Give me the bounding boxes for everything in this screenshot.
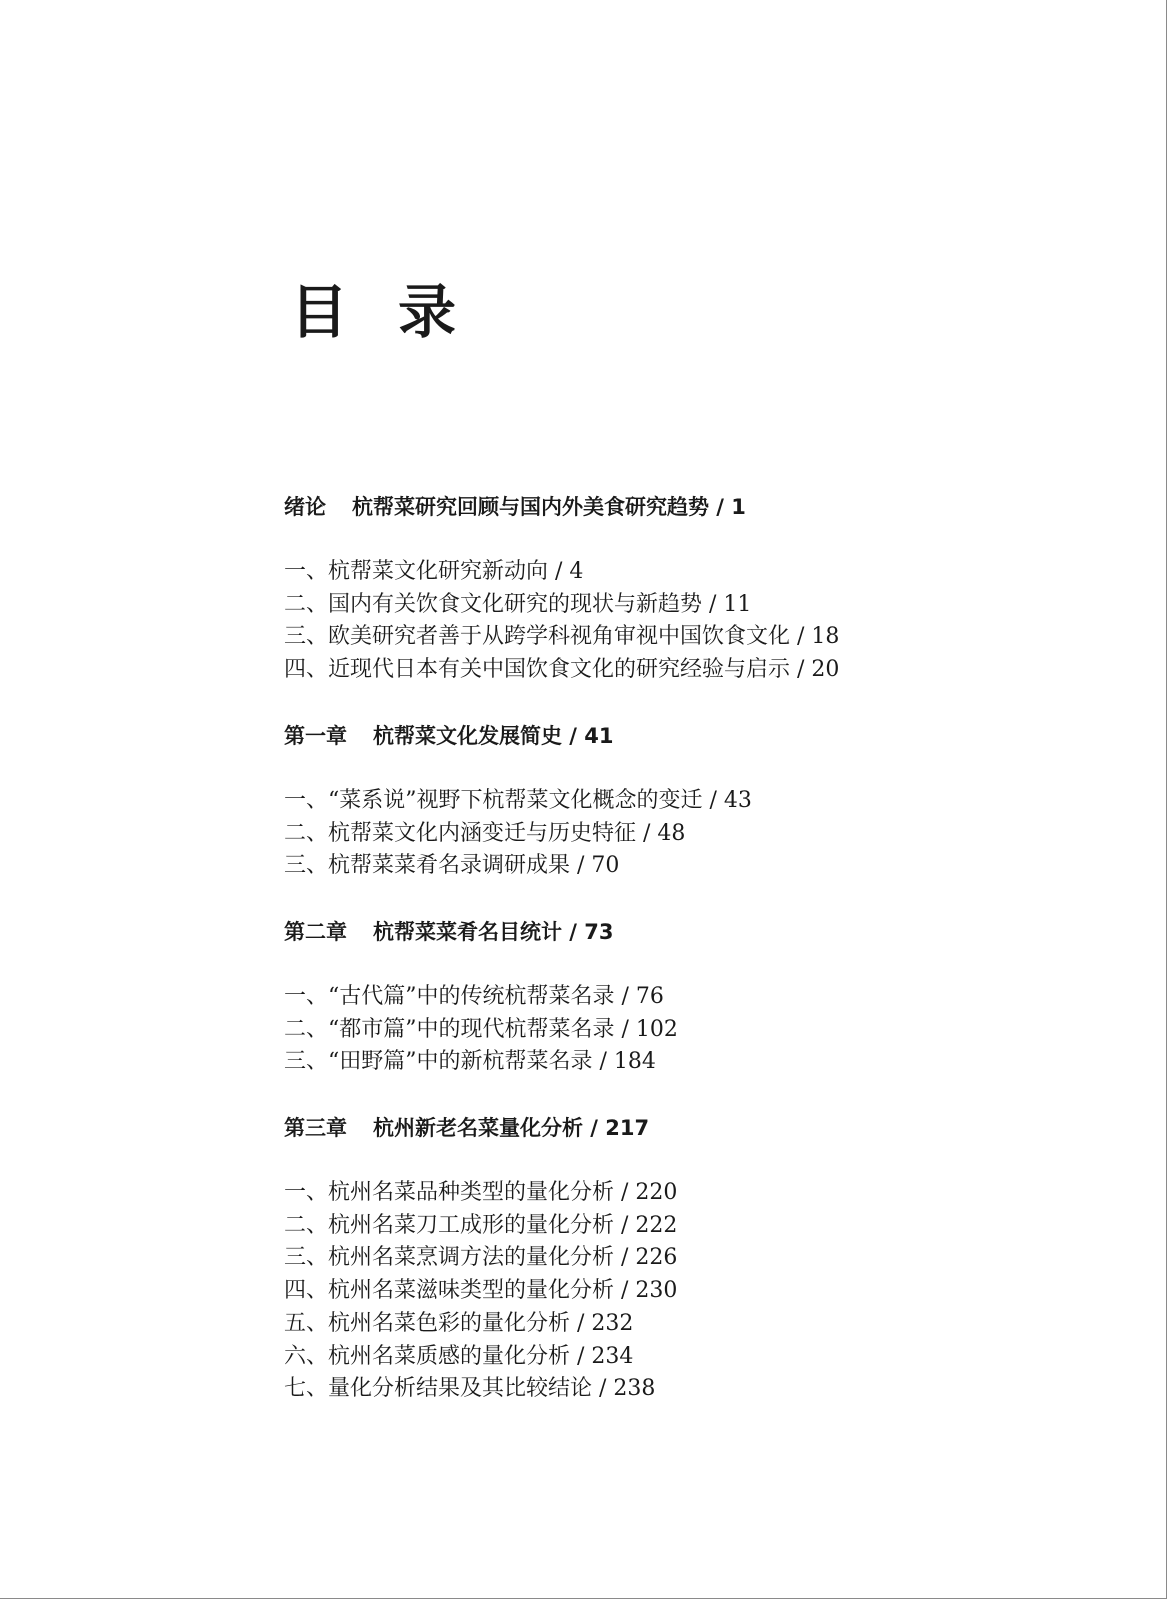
chapter-title: 杭帮菜研究回顾与国内外美食研究趋势 / 1 xyxy=(352,495,746,519)
section-list-1 xyxy=(284,785,1004,883)
chapter-heading-3 xyxy=(284,1111,1004,1145)
chapter-heading-intro xyxy=(284,490,1004,524)
toc-entry: 一、杭帮菜文化研究新动向 / 4 xyxy=(284,559,584,584)
table-of-contents xyxy=(284,490,1004,1438)
chapter-label: 绪论 xyxy=(284,495,326,519)
toc-entry: 二、杭帮菜文化内涵变迁与历史特征 / 48 xyxy=(284,820,686,846)
chapter-title: 杭州新老名菜量化分析 / 217 xyxy=(373,1116,650,1141)
toc-entry: 一、“古代篇”中的传统杭帮菜名录 / 76 xyxy=(284,983,664,1009)
toc-entry: 七、量化分析结果及其比较结论 / 238 xyxy=(284,1376,656,1402)
toc-entry: 一、杭州名菜品种类型的量化分析 / 220 xyxy=(284,1180,678,1206)
chapter-title: 杭帮菜菜肴名目统计 / 73 xyxy=(373,919,614,944)
toc-entry: 六、杭州名菜质感的量化分析 / 234 xyxy=(284,1343,634,1369)
chapter-label: 第一章 xyxy=(284,723,347,748)
toc-entry: 五、杭州名菜色彩的量化分析 / 232 xyxy=(284,1310,634,1336)
chapter-title: 杭帮菜文化发展简史 / 41 xyxy=(373,723,614,748)
toc-entry: 一、“菜系说”视野下杭帮菜文化概念的变迁 / 43 xyxy=(284,787,752,813)
toc-entry: 二、杭州名菜刀工成形的量化分析 / 222 xyxy=(284,1212,678,1238)
toc-entry: 三、欧美研究者善于从跨学科视角审视中国饮食文化 / 18 xyxy=(284,624,840,650)
toc-entry: 三、“田野篇”中的新杭帮菜名录 / 184 xyxy=(284,1049,656,1075)
section-list-intro xyxy=(284,556,1004,687)
toc-entry: 三、杭州名菜烹调方法的量化分析 / 226 xyxy=(284,1245,678,1271)
toc-entry: 二、国内有关饮食文化研究的现状与新趋势 / 11 xyxy=(284,591,752,617)
section-list-3 xyxy=(284,1177,1004,1406)
chapter-label: 第二章 xyxy=(284,919,347,944)
toc-entry: 三、杭帮菜菜肴名录调研成果 / 70 xyxy=(284,853,620,879)
chapter-label: 第三章 xyxy=(284,1116,347,1141)
toc-entry: 四、近现代日本有关中国饮食文化的研究经验与启示 / 20 xyxy=(284,657,840,683)
toc-entry: 二、“都市篇”中的现代杭帮菜名录 / 102 xyxy=(284,1016,678,1042)
chapter-heading-2 xyxy=(284,915,1004,949)
chapter-heading-1 xyxy=(284,719,1004,753)
toc-title: 目录 xyxy=(290,278,507,346)
section-list-2 xyxy=(284,981,1004,1079)
toc-entry: 四、杭州名菜滋味类型的量化分析 / 230 xyxy=(284,1278,678,1304)
